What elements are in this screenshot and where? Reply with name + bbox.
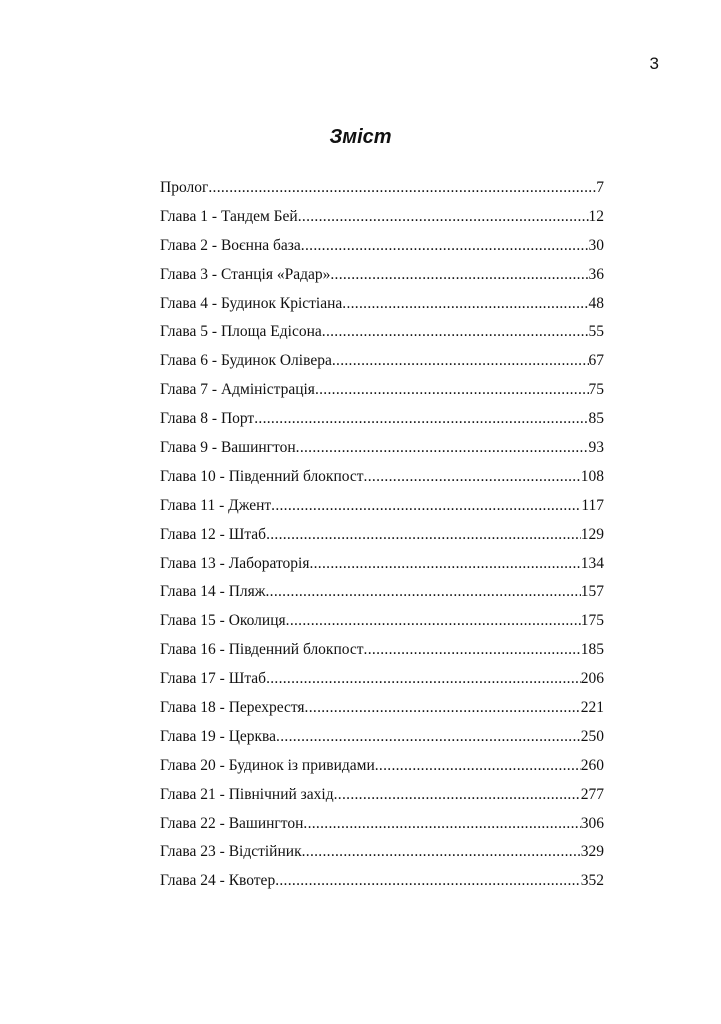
toc-dot-leader <box>266 521 581 550</box>
toc-entry-title: Глава 24 - Квотер <box>160 872 276 890</box>
toc-entry-title: Глава 7 - Адміністрація <box>160 381 315 399</box>
toc-title: Зміст <box>329 126 392 148</box>
toc-entry-title: Глава 18 - Перехрестя <box>160 699 305 717</box>
toc-entry <box>160 607 604 636</box>
toc-entry <box>160 578 604 607</box>
toc-dot-leader <box>364 636 581 665</box>
toc-dot-leader <box>303 810 580 839</box>
table-of-contents <box>160 174 604 896</box>
toc-entry-title: Глава 22 - Вашингтон <box>160 814 304 832</box>
toc-entry <box>160 261 604 290</box>
toc-entry <box>160 492 604 521</box>
toc-dot-leader <box>322 318 589 347</box>
toc-entry <box>160 347 604 376</box>
toc-entry-page: 306 <box>580 814 604 832</box>
toc-entry-title: Глава 11 - Джент <box>160 496 272 514</box>
toc-entry-title: Глава 16 - Південний блокпост <box>160 641 364 659</box>
toc-entry <box>160 203 604 232</box>
toc-dot-leader <box>342 290 588 319</box>
toc-entry <box>160 434 604 463</box>
toc-entry <box>160 781 604 810</box>
toc-dot-leader <box>265 578 580 607</box>
toc-dot-leader <box>305 694 581 723</box>
toc-entry-page: 185 <box>580 641 604 659</box>
toc-entry-page: 108 <box>580 467 604 485</box>
toc-entry-title: Пролог <box>160 179 209 196</box>
toc-dot-leader <box>266 665 581 694</box>
toc-dot-leader <box>334 781 581 810</box>
toc-entry <box>160 174 604 203</box>
toc-entry-title: Глава 10 - Південний блокпост <box>160 467 364 485</box>
toc-entry-page: 157 <box>580 583 604 601</box>
toc-dot-leader <box>302 838 581 867</box>
toc-entry-page: 30 <box>588 236 604 254</box>
toc-dot-leader <box>330 261 588 290</box>
toc-entry-page: 67 <box>588 352 604 370</box>
toc-entry <box>160 694 604 723</box>
toc-entry-title: Глава 3 - Станція «Радар» <box>160 265 331 283</box>
toc-entry <box>160 723 604 752</box>
toc-entry-page: 134 <box>580 554 604 572</box>
toc-dot-leader <box>208 174 596 203</box>
toc-entry-title: Глава 17 - Штаб <box>160 670 267 688</box>
toc-entry-title: Глава 20 - Будинок із привидами <box>160 756 375 774</box>
toc-dot-leader <box>296 434 589 463</box>
toc-entry <box>160 550 604 579</box>
toc-dot-leader <box>298 203 589 232</box>
toc-entry <box>160 318 604 347</box>
toc-dot-leader <box>301 232 589 261</box>
toc-entry <box>160 290 604 319</box>
page-number: 3 <box>649 54 659 73</box>
toc-entry <box>160 376 604 405</box>
toc-entry-title: Глава 19 - Церква <box>160 727 277 745</box>
toc-entry-title: Глава 21 - Північний захід <box>160 785 334 803</box>
toc-entry-page: 75 <box>588 381 604 399</box>
toc-entry-page: 36 <box>588 265 604 283</box>
toc-entry <box>160 810 604 839</box>
toc-entry <box>160 867 604 896</box>
toc-entry-title: Глава 23 - Відстійник <box>160 843 302 861</box>
toc-entry-page: 55 <box>588 323 604 341</box>
toc-entry-title: Глава 15 - Околиця <box>160 612 286 630</box>
toc-entry-title: Глава 13 - Лабораторія <box>160 554 310 572</box>
toc-entry-page: 7 <box>596 179 604 196</box>
toc-dot-leader <box>315 376 589 405</box>
toc-entry-title: Глава 4 - Будинок Крістіана <box>160 294 343 312</box>
toc-dot-leader <box>309 550 580 579</box>
toc-dot-leader <box>275 867 581 896</box>
toc-dot-leader <box>286 607 581 636</box>
toc-entry-page: 250 <box>580 727 604 745</box>
toc-dot-leader <box>271 492 581 521</box>
toc-entry-title: Глава 12 - Штаб <box>160 525 267 543</box>
toc-entry-page: 260 <box>580 756 604 774</box>
toc-entry-title: Глава 2 - Воєнна база <box>160 236 301 254</box>
toc-entry-page: 352 <box>580 872 604 890</box>
toc-entry-page: 129 <box>580 525 604 543</box>
toc-entry <box>160 752 604 781</box>
toc-entry-page: 329 <box>580 843 604 861</box>
toc-entry <box>160 636 604 665</box>
toc-entry <box>160 665 604 694</box>
toc-entry-page: 93 <box>588 439 604 457</box>
toc-entry-page: 175 <box>580 612 604 630</box>
toc-entry-page: 48 <box>588 294 604 312</box>
toc-entry <box>160 232 604 261</box>
toc-dot-leader <box>364 463 581 492</box>
toc-dot-leader <box>276 723 581 752</box>
toc-entry <box>160 463 604 492</box>
toc-entry <box>160 405 604 434</box>
toc-entry-title: Глава 6 - Будинок Олівера <box>160 352 332 370</box>
toc-entry-title: Глава 9 - Вашингтон <box>160 439 296 457</box>
toc-entry-title: Глава 8 - Порт <box>160 410 255 428</box>
toc-entry-title: Глава 1 - Тандем Бей <box>160 207 298 225</box>
toc-entry-title: Глава 14 - Пляж <box>160 583 266 601</box>
toc-entry-page: 117 <box>581 496 604 514</box>
toc-entry-page: 85 <box>588 410 604 428</box>
toc-entry-page: 12 <box>588 207 604 225</box>
toc-dot-leader <box>254 405 588 434</box>
toc-dot-leader <box>332 347 589 376</box>
toc-entry-page: 277 <box>580 785 604 803</box>
toc-entry-title: Глава 5 - Площа Едісона <box>160 323 322 341</box>
toc-entry-page: 206 <box>580 670 604 688</box>
toc-entry <box>160 838 604 867</box>
toc-entry <box>160 521 604 550</box>
toc-dot-leader <box>375 752 581 781</box>
toc-entry-page: 221 <box>580 699 604 717</box>
